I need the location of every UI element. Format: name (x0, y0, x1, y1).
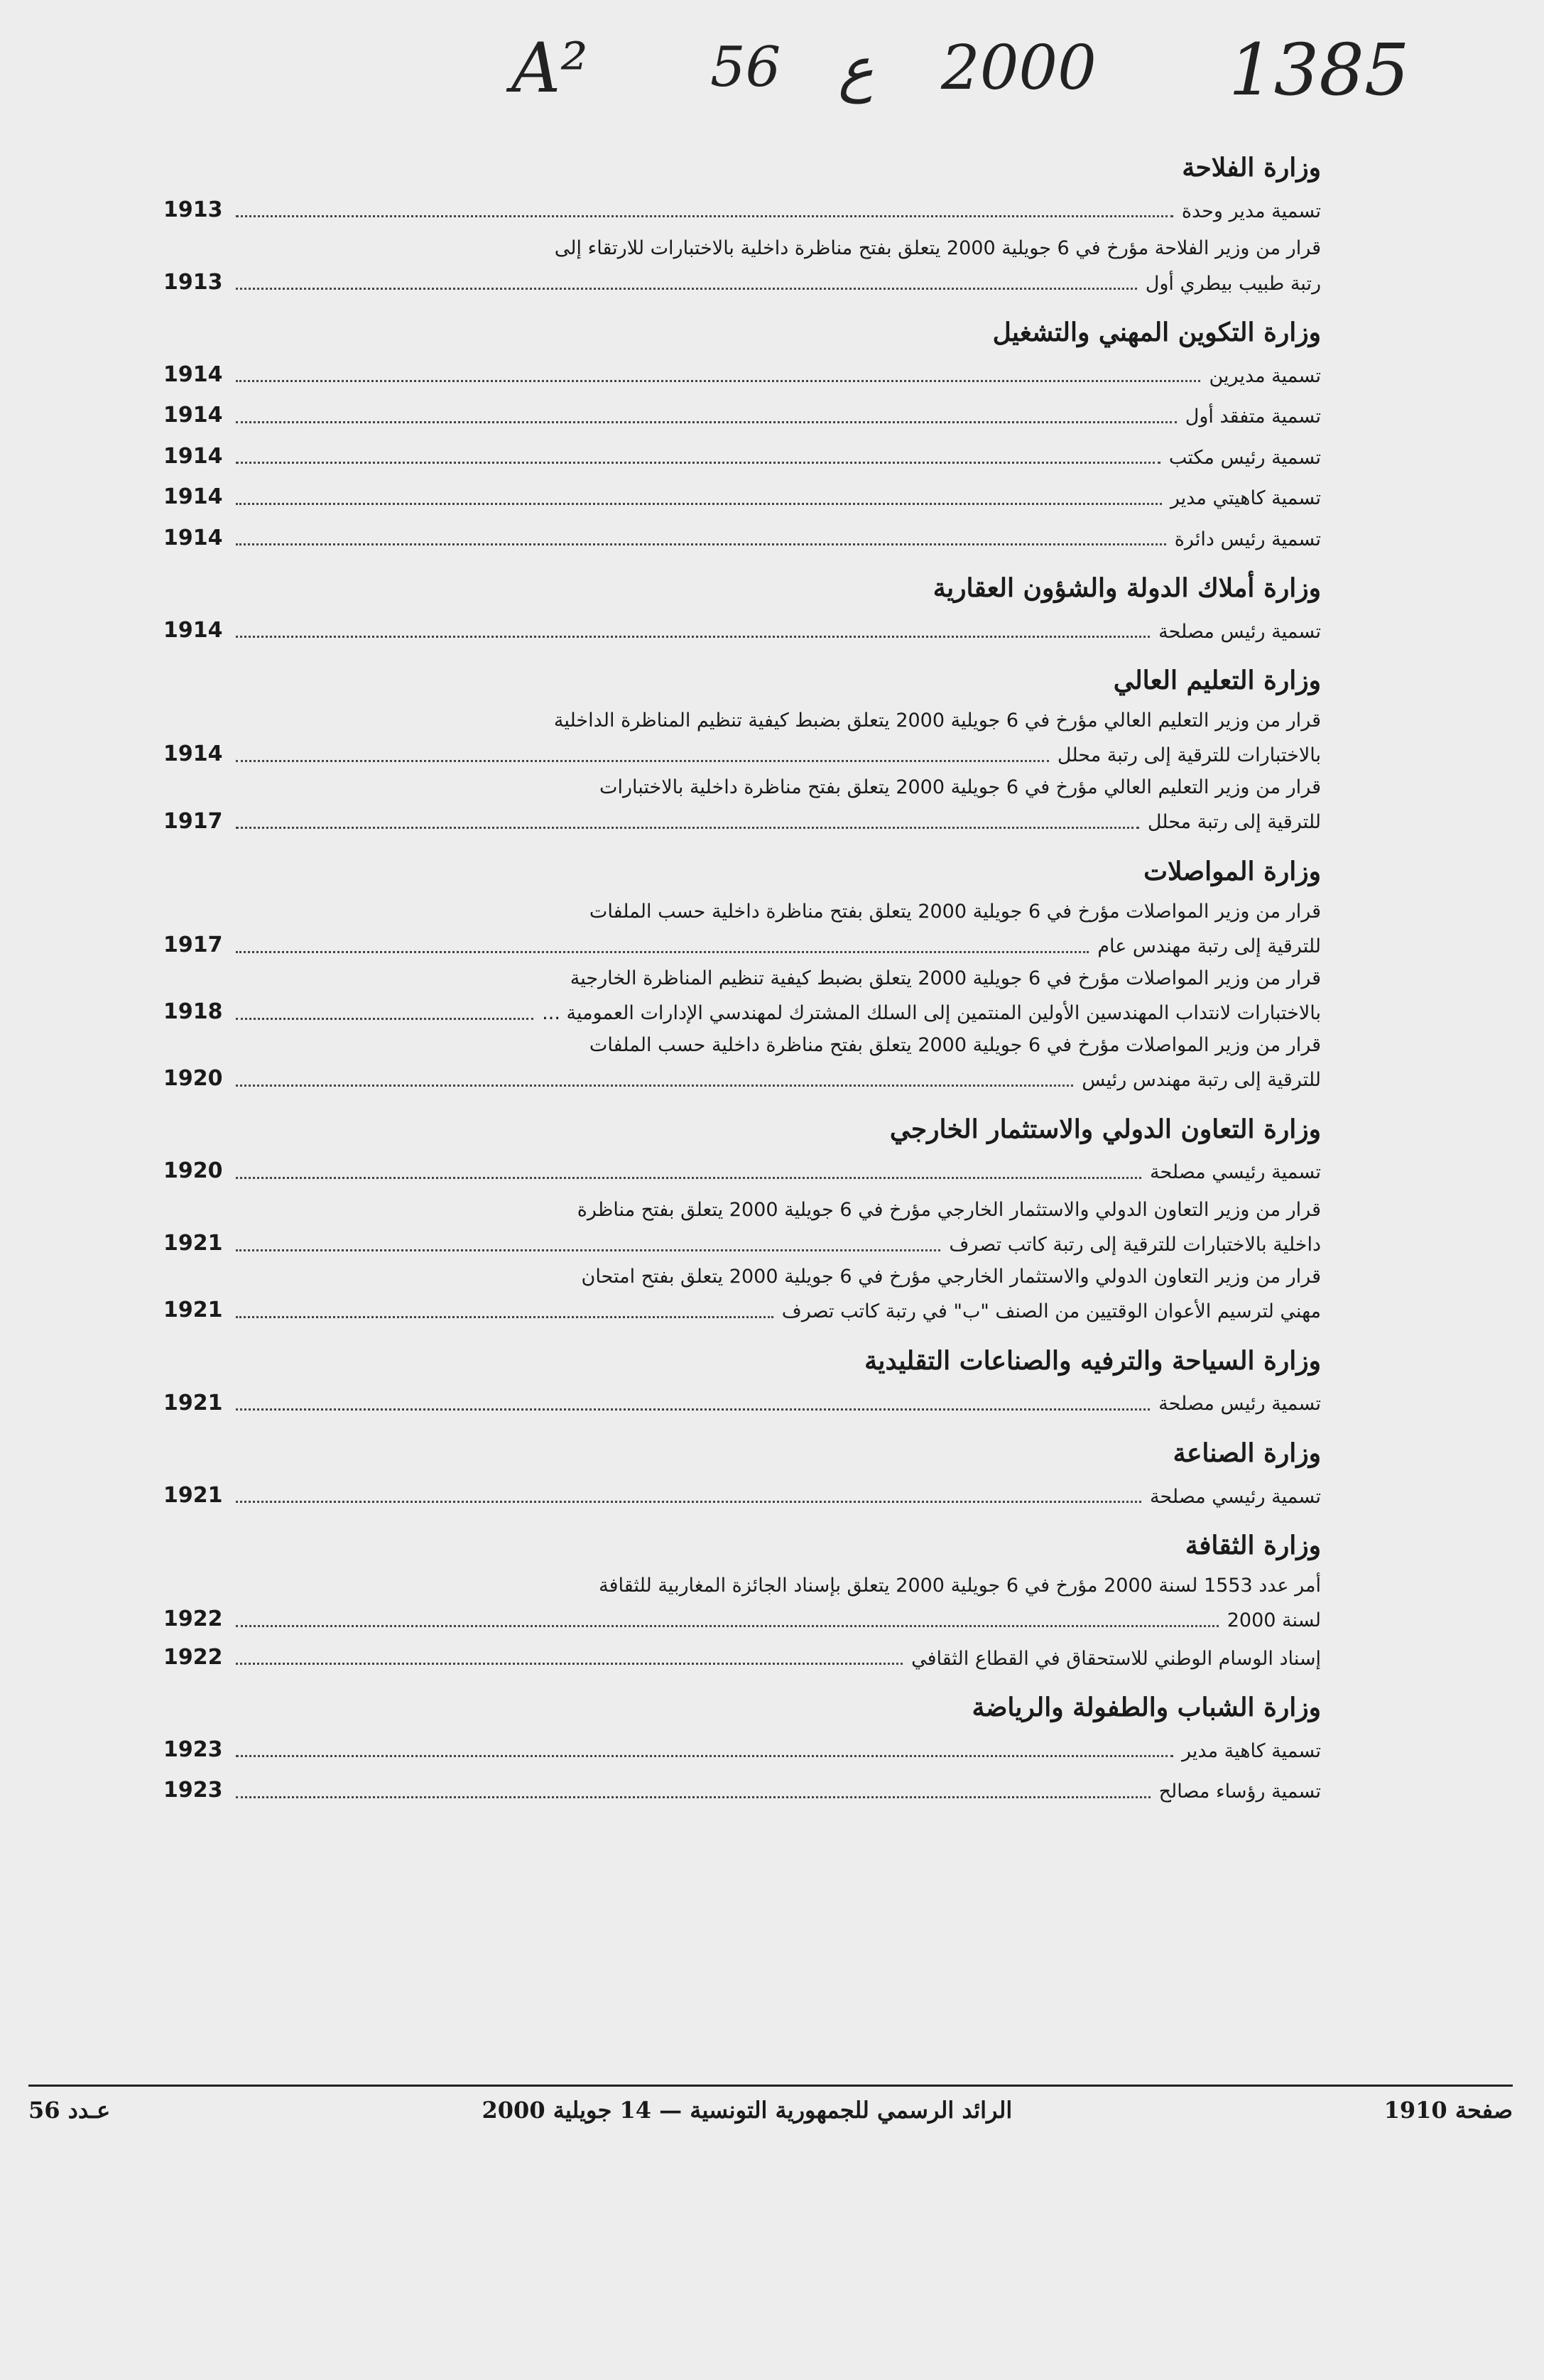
handwritten-a2: A² (511, 28, 588, 108)
toc-entry (163, 896, 1321, 963)
entry-page-number: 1914 (163, 443, 223, 469)
ministry-heading: وزارة الصناعة (1173, 1438, 1321, 1469)
entry-text-continued: للترقية إلى رتبة مهندس عام (1097, 935, 1321, 958)
handwritten-year: 2000 (941, 33, 1097, 104)
entry-text-continued: للترقية إلى رتبة مهندس رئيس (1082, 1069, 1321, 1092)
dot-leader (236, 951, 1089, 953)
entry-text: تسمية مدير وحدة (1181, 200, 1321, 222)
entry-text: قرار من وزير المواصلات مؤرخ في 6 جويلية 2000 يتعلق بفتح مناظرة داخلية حسب الملفات (589, 1033, 1321, 1056)
ministry-heading: وزارة السياحة والترفيه والصناعات التقليدية (864, 1345, 1321, 1376)
toc-entry (163, 1773, 1321, 1808)
handwritten-letter: ع (838, 34, 874, 104)
entry-text-continued: بالاختبارات للترقية إلى رتبة محلل (1057, 744, 1321, 767)
handwritten-annotations (0, 28, 1544, 135)
entry-text: إسناد الوسام الوطني للاستحقاق في القطاع الثقافي (911, 1647, 1321, 1670)
entry-text-continued: للترقية إلى رتبة محلل (1147, 811, 1321, 834)
entry-page-number: 1922 (163, 1607, 223, 1632)
entry-text: تسمية رئيس مصلحة (1158, 620, 1321, 643)
ministry-heading: وزارة الفلاحة (1182, 153, 1321, 183)
ministry-heading: وزارة أملاك الدولة والشؤون العقارية (933, 573, 1321, 604)
footer-issue-number: عـدد 56 (28, 2097, 111, 2124)
page-footer (28, 2085, 1513, 2124)
toc-entry (163, 439, 1321, 474)
toc-entry (163, 357, 1321, 393)
entry-text: تسمية رئيس مصلحة (1158, 1393, 1321, 1415)
toc-entry (163, 1732, 1321, 1768)
entry-text: تسمية رؤساء مصالح (1158, 1781, 1321, 1803)
toc-entry (163, 705, 1321, 772)
dot-leader (236, 421, 1177, 423)
handwritten-issue-number: 56 (710, 36, 781, 99)
entry-page-number: 1918 (163, 999, 223, 1025)
entry-text: تسمية رئيسي مصلحة (1149, 1485, 1321, 1508)
dot-leader (236, 1408, 1150, 1411)
entry-page-number: 1913 (163, 269, 223, 295)
toc-entry (163, 521, 1321, 556)
dot-leader (236, 1501, 1141, 1503)
entry-text: تسمية رئيس مكتب (1168, 446, 1321, 469)
dot-leader (236, 380, 1200, 382)
entry-text: تسمية كاهية مدير (1182, 1739, 1321, 1762)
entry-text: أمر عدد 1553 لسنة 2000 مؤرخ في 6 جويلية 2000 يتعلق بإسناد الجائزة المغاربية للثقافة (599, 1574, 1321, 1597)
footer-page-number: صفحة 1910 (1383, 2097, 1513, 2124)
entry-page-number: 1920 (163, 1066, 223, 1092)
toc-entry (163, 1195, 1321, 1261)
entry-page-number: 1921 (163, 1390, 223, 1415)
ministry-heading: وزارة الشباب والطفولة والرياضة (972, 1692, 1321, 1723)
entry-page-number: 1921 (163, 1298, 223, 1323)
entry-text: تسمية متفقد أول (1185, 406, 1321, 428)
entry-text: تسمية رئيسي مصلحة (1149, 1161, 1321, 1184)
toc-entry (163, 1640, 1321, 1675)
toc-entry (163, 1030, 1321, 1097)
dot-leader (236, 1796, 1151, 1798)
entry-text: تسمية كاهيتي مدير (1170, 487, 1321, 510)
entry-page-number: 1920 (163, 1158, 223, 1184)
entry-page-number: 1914 (163, 525, 223, 550)
entry-text-continued: داخلية بالاختبارات للترقية إلى رتبة كاتب تصرف (949, 1234, 1321, 1256)
dot-leader (236, 1316, 773, 1318)
dot-leader (236, 1249, 940, 1251)
entry-text: قرار من وزير الفلاحة مؤرخ في 6 جويلية 2000 يتعلق بفتح مناظرة داخلية بالاختبارات للارتقاء إلى (554, 237, 1321, 260)
entry-text: قرار من وزير المواصلات مؤرخ في 6 جويلية 2000 يتعلق بفتح مناظرة داخلية حسب الملفات (589, 900, 1321, 923)
entry-text: قرار من وزير التعاون الدولي والاستثمار الخارجي مؤرخ في 6 جويلية 2000 يتعلق بفتح مناظرة (577, 1198, 1321, 1221)
dot-leader (236, 636, 1150, 638)
entry-text: تسمية رئيس دائرة (1174, 528, 1321, 550)
entry-page-number: 1922 (163, 1644, 223, 1670)
entry-page-number: 1917 (163, 808, 223, 834)
entry-page-number: 1914 (163, 403, 223, 428)
dot-leader (236, 1177, 1141, 1179)
entry-text-continued: رتبة طبيب بيطري أول (1145, 272, 1321, 295)
entry-page-number: 1921 (163, 1231, 223, 1256)
dot-leader (236, 462, 1160, 464)
toc-entry (163, 398, 1321, 433)
toc-entry (163, 1570, 1321, 1637)
entry-page-number: 1914 (163, 617, 223, 643)
dot-leader (236, 503, 1162, 505)
toc-entry (163, 963, 1321, 1030)
entry-text: تسمية مديرين (1209, 364, 1321, 387)
dot-leader (236, 288, 1137, 290)
dot-leader (236, 1755, 1173, 1757)
toc-entry (163, 613, 1321, 648)
entry-text: قرار من وزير المواصلات مؤرخ في 6 جويلية 2000 يتعلق بضبط كيفية تنظيم المناظرة الخارجية (570, 967, 1321, 989)
dot-leader (236, 827, 1139, 829)
toc-entry (163, 1478, 1321, 1514)
ministry-heading: وزارة الثقافة (1185, 1531, 1321, 1561)
dot-leader (236, 1085, 1073, 1087)
entry-page-number: 1913 (163, 197, 223, 222)
dot-leader (236, 1018, 533, 1020)
ministry-heading: وزارة التكوين المهني والتشغيل (992, 317, 1321, 348)
handwritten-reference: 1385 (1229, 28, 1410, 112)
ministry-heading: وزارة التعليم العالي (1113, 665, 1321, 696)
entry-page-number: 1921 (163, 1482, 223, 1508)
dot-leader (236, 1663, 903, 1665)
dot-leader (236, 1625, 1219, 1627)
toc-entry (163, 1386, 1321, 1421)
dot-leader (236, 543, 1166, 545)
table-of-contents (163, 135, 1321, 1814)
toc-entry (163, 192, 1321, 228)
toc-entry (163, 1261, 1321, 1328)
dot-leader (236, 215, 1173, 217)
entry-text-continued: بالاختبارات لانتداب المهندسين الأولين المنتمين إلى السلك المشترك لمهندسي الإدارات العمومية ... (542, 1002, 1321, 1025)
entry-text: قرار من وزير التعليم العالي مؤرخ في 6 جويلية 2000 يتعلق بضبط كيفية تنظيم المناظرة الداخلية (553, 709, 1321, 732)
entry-text: قرار من وزير التعاون الدولي والاستثمار الخارجي مؤرخ في 6 جويلية 2000 يتعلق بفتح امتحان (581, 1265, 1321, 1288)
entry-text-continued: مهني لترسيم الأعوان الوقتيين من الصنف "ب" في رتبة كاتب تصرف (781, 1300, 1321, 1323)
ministry-heading: وزارة المواصلات (1143, 857, 1321, 887)
toc-entry (163, 772, 1321, 839)
entry-text: قرار من وزير التعليم العالي مؤرخ في 6 جويلية 2000 يتعلق بفتح مناظرة داخلية بالاختبارات (599, 776, 1321, 798)
toc-entry (163, 233, 1321, 300)
toc-entry (163, 479, 1321, 515)
dot-leader (236, 760, 1049, 762)
entry-page-number: 1914 (163, 741, 223, 767)
toc-entry (163, 1153, 1321, 1189)
ministry-heading: وزارة التعاون الدولي والاستثمار الخارجي (889, 1114, 1321, 1144)
entry-text-continued: لسنة 2000 (1227, 1609, 1321, 1632)
entry-page-number: 1917 (163, 933, 223, 958)
footer-journal-title: الرائد الرسمي للجمهورية التونسية — 14 جويلية 2000 (482, 2097, 1013, 2124)
entry-page-number: 1914 (163, 484, 223, 510)
entry-page-number: 1923 (163, 1737, 223, 1762)
entry-page-number: 1914 (163, 362, 223, 387)
entry-page-number: 1923 (163, 1778, 223, 1803)
